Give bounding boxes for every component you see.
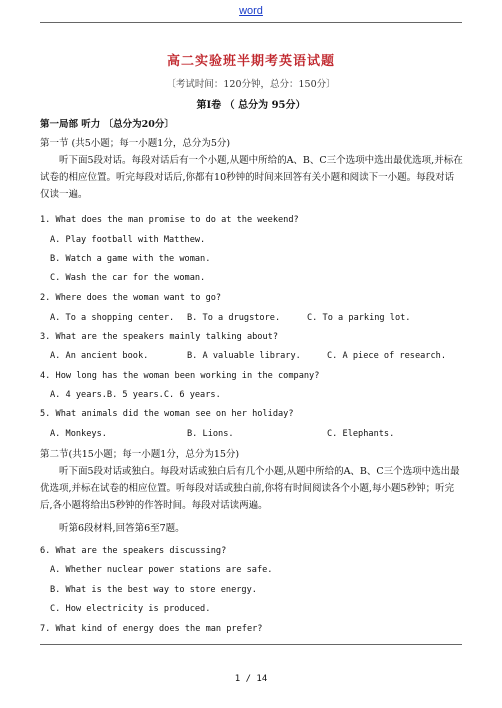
q5-option-b: B. Lions. (187, 429, 234, 439)
question-3: 3. What are the speakers mainly talking about? (40, 332, 278, 342)
q2-option-c: C. To a parking lot. (307, 313, 411, 323)
question-1: 1. What does the man promise to do at the weekend? (40, 215, 299, 225)
section2-heading: 第二节(共15小题；每一小题1分，总分为15分) (40, 449, 240, 460)
q3-option-b: B. A valuable library. (187, 351, 301, 361)
q1-option-a: A. Play football with Matthew. (50, 235, 206, 245)
volume-heading: 第Ⅰ卷 （ 总分为 95分） (196, 100, 306, 111)
q2-option-a: A. To a shopping center. (50, 313, 175, 323)
part1-heading: 第一局部 听力 〔总分为20分〕 (40, 119, 174, 130)
question-4: 4. How long has the woman been working in the company? (40, 371, 320, 381)
section1-heading: 第一节 (共5小题；每一小题1分，总分为5分) (40, 138, 231, 149)
q4-options: A. 4 years.B. 5 years.C. 6 years. (50, 390, 221, 400)
q1-option-c: C. Wash the car for the woman. (50, 273, 206, 283)
page-number: 1 / 14 (234, 674, 268, 684)
section2-instructions: 听下面5段对话或独白。每段对话或独白后有几个小题,从题中所给的A、B、C三个选项中选出最优选项,并标在试卷的相应位置。听每段对话或独白前,你将有时间阅读各个小题,每小题5秒钟；听完后,各小题将给出5秒钟的作答时间。每段对话读两遍。 (40, 466, 460, 511)
q3-option-a: A. An ancient book. (50, 351, 149, 361)
question-6: 6. What are the speakers discussing? (40, 546, 227, 556)
q5-option-a: A. Monkeys. (50, 429, 107, 439)
section1-instructions: 听下面5段对话。每段对话后有一个小题,从题中所给的A、B、C三个选项中选出最优选项,并标在试卷的相应位置。听完每段对话后,你都有10秒钟的时间来回答有关小题和阅读下一小题。每段对话仅读一遍。 (40, 155, 463, 200)
q6-option-a: A. Whether nuclear power stations are safe. (50, 565, 273, 575)
question-2: 2. Where does the woman want to go? (40, 293, 222, 303)
question-5: 5. What animals did the woman see on her holiday? (40, 409, 294, 419)
header-word-link[interactable]: word (239, 5, 263, 17)
q6-option-b: B. What is the best way to store energy. (50, 585, 257, 595)
q3-option-c: C. A piece of research. (327, 351, 446, 361)
footer-divider (40, 644, 462, 645)
question-7: 7. What kind of energy does the man prefer? (40, 624, 263, 634)
exam-info: 〔考试时间：120分钟，总分：150分〕 (166, 79, 336, 90)
q2-option-b: B. To a drugstore. (187, 313, 281, 323)
page-title: 高二实验班半期考英语试题 (166, 54, 335, 69)
q5-option-c: C. Elephants. (327, 429, 395, 439)
q1-option-b: B. Watch a game with the woman. (50, 254, 211, 264)
header-divider (40, 22, 462, 23)
q6-option-c: C. How electricity is produced. (50, 604, 211, 614)
material-note: 听第6段材料,回答第6至7题。 (59, 523, 185, 534)
